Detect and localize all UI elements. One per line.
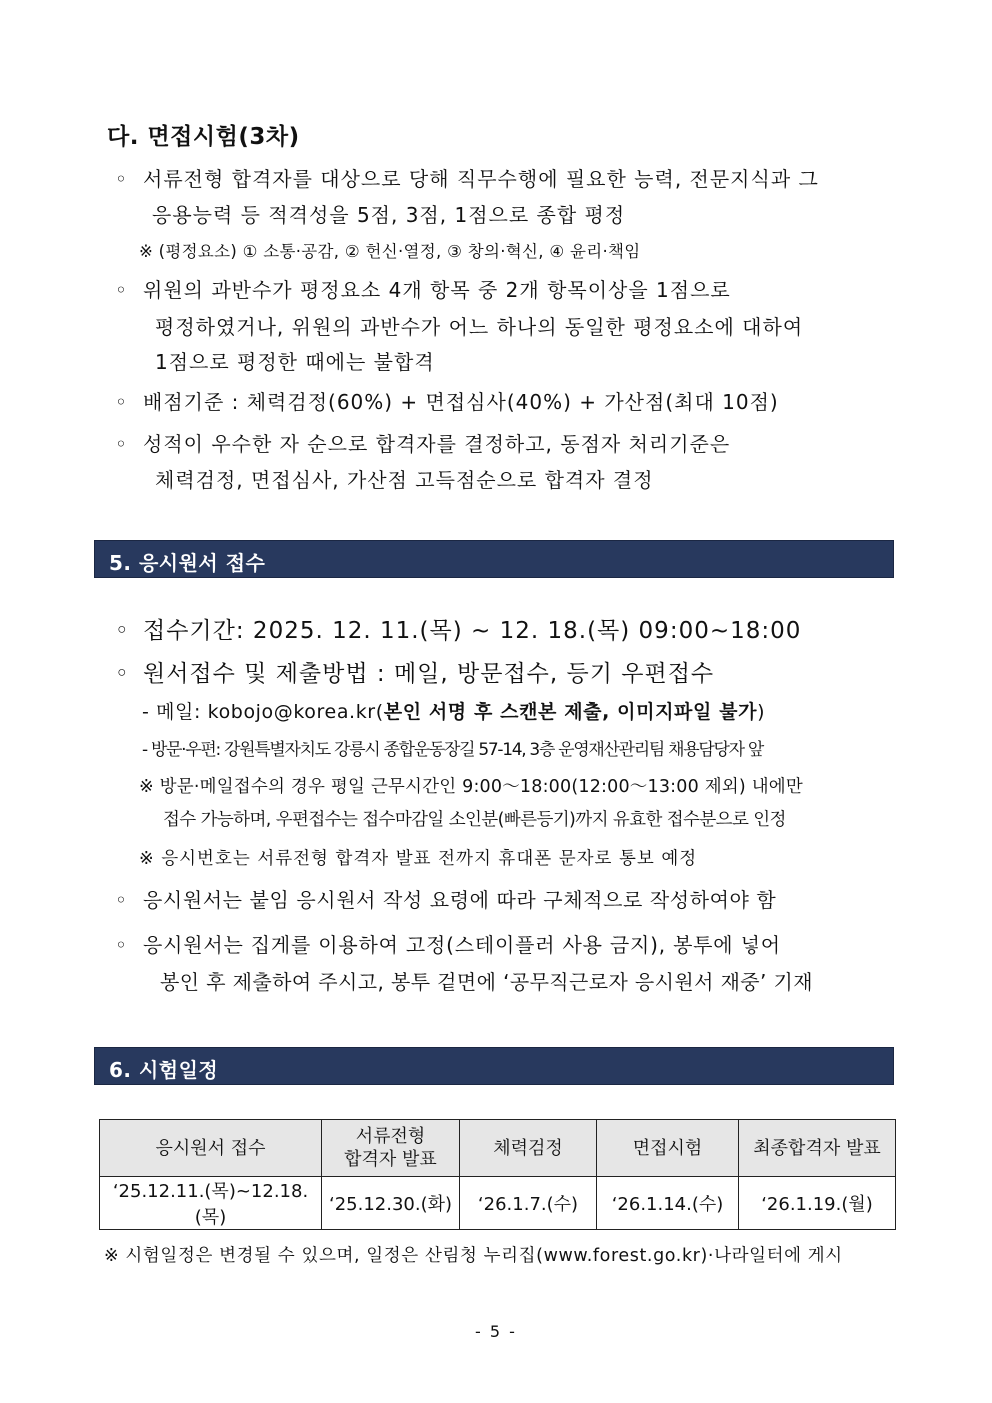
header-document-screening: [322, 1120, 460, 1177]
bullet-symbol: ◦: [115, 661, 130, 687]
section-bar-application: [94, 540, 894, 578]
section-title-interview: 다. 면접시험(3차): [107, 124, 300, 150]
header-fitness-test: 체력검정: [460, 1120, 597, 1177]
schedule-table: [99, 1119, 896, 1230]
application-period: [115, 612, 801, 645]
header-application: 응시원서 접수: [100, 1120, 322, 1177]
bullet-text: 성적이 우수한 자 순으로 합격자를 결정하고, 동점자 처리기준은: [143, 432, 731, 456]
bullet-item: [115, 884, 776, 913]
bullet-symbol: ◦: [115, 167, 128, 191]
bullet-text: 응시원서는 붙임 응시원서 작성 요령에 따라 구체적으로 작성하여야 함: [143, 888, 777, 912]
header-final-announcement: 최종합격자 발표: [739, 1120, 896, 1177]
page-number: - 5 -: [475, 1322, 517, 1341]
cell-interview-date: ‘26.1.14.(수): [597, 1177, 739, 1230]
header-line: 합격자 발표: [344, 1149, 437, 1170]
bullet-item: [115, 929, 781, 958]
email-condition: 본인 서명 후 스캔본 제출, 이미지파일 불가: [383, 701, 758, 723]
header-interview: 면접시험: [597, 1120, 739, 1177]
header-line: 서류전형: [355, 1126, 426, 1147]
cell-application-date: ‘25.12.11.(목)~12.18.(목): [100, 1177, 322, 1230]
bullet-symbol: ◦: [115, 888, 128, 912]
table-row: [100, 1177, 896, 1230]
visit-note-continuation: 접수 가능하며, 우편접수는 접수마감일 소인분(빠른등기)까지 유효한 접수분으로 인정: [163, 810, 786, 830]
bullet-continuation: 체력검정, 면접심사, 가산점 고득점순으로 합격자 결정: [155, 468, 654, 492]
schedule-note: ※ 시험일정은 변경될 수 있으며, 일정은 산림청 누리집(www.forest.go.kr)·나라일터에 게시: [104, 1246, 843, 1266]
bullet-text: 배점기준 : 체력검정(60%) + 면접심사(40%) + 가산점(최대 10점): [143, 390, 779, 414]
cell-final-date: ‘26.1.19.(월): [739, 1177, 896, 1230]
exam-number-note: ※ 응시번호는 서류전형 합격자 발표 전까지 휴대폰 문자로 통보 예정: [139, 849, 698, 869]
bullet-text: 응시원서는 집게를 이용하여 고정(스테이플러 사용 금지), 봉투에 넣어: [143, 933, 781, 957]
bullet-text: 서류전형 합격자를 대상으로 당해 직무수행에 필요한 능력, 전문지식과 그: [143, 167, 819, 191]
visit-note: ※ 방문·메일접수의 경우 평일 근무시간인 9:00～18:00(12:00～13:00 제외) 내에만: [139, 777, 804, 797]
bullet-symbol: ◦: [115, 390, 128, 414]
bullet-continuation: 응용능력 등 적격성을 5점, 3점, 1점으로 종합 평정: [152, 203, 626, 227]
submission-method: [115, 655, 714, 688]
email-submission: [142, 697, 765, 724]
section-heading: 6. 시험일정: [109, 1058, 219, 1082]
section-heading: 5. 응시원서 접수: [109, 551, 266, 575]
bullet-item: [115, 386, 779, 415]
evaluation-note: ※ (평정요소) ① 소통·공감, ② 헌신·열정, ③ 창의·혁신, ④ 윤리·책임: [139, 242, 641, 261]
cell-fitness-date: ‘26.1.7.(수): [460, 1177, 597, 1230]
visit-submission: - 방문·우편: 강원특별자치도 강릉시 종합운동장길 57-14, 3층 운영재산관리팀 채용담당자 앞: [142, 740, 763, 760]
bullet-symbol: ◦: [115, 618, 130, 644]
table-header-row: [100, 1120, 896, 1177]
bullet-text: 원서접수 및 제출방법 : 메일, 방문접수, 등기 우편접수: [143, 661, 715, 687]
bullet-symbol: ◦: [115, 933, 128, 957]
bullet-text: 접수기간: 2025. 12. 11.(목) ~ 12. 18.(목) 09:00~18:00: [143, 618, 802, 644]
email-prefix: - 메일: kobojo@korea.kr(: [142, 701, 384, 723]
bullet-item: [115, 428, 730, 457]
bullet-continuation: 봉인 후 제출하여 주시고, 봉투 겉면에 ‘공무직근로자 응시원서 재중’ 기재: [160, 970, 813, 994]
bullet-item: [115, 163, 819, 192]
bullet-symbol: ◦: [115, 432, 128, 456]
section-bar-schedule: [94, 1047, 894, 1085]
bullet-text: 위원의 과반수가 평정요소 4개 항목 중 2개 항목이상을 1점으로: [143, 278, 731, 302]
email-suffix: ): [757, 701, 766, 723]
bullet-item: [115, 274, 731, 303]
bullet-symbol: ◦: [115, 278, 128, 302]
bullet-continuation: 평정하였거나, 위원의 과반수가 어느 하나의 동일한 평정요소에 대하여: [155, 315, 804, 339]
cell-screening-date: ‘25.12.30.(화): [322, 1177, 460, 1230]
bullet-continuation: 1점으로 평정한 때에는 불합격: [155, 350, 435, 374]
